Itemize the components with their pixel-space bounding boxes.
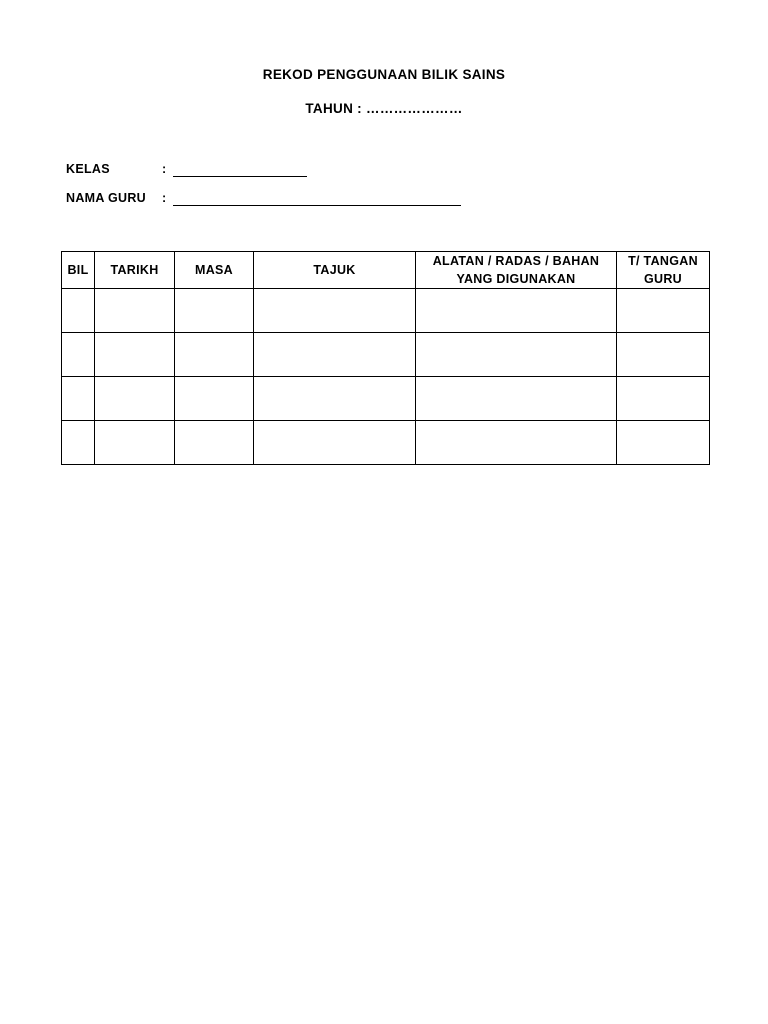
cell-masa[interactable] <box>175 289 254 333</box>
kelas-field <box>66 162 172 176</box>
year-line: TAHUN : ………………… <box>305 101 463 116</box>
header-tarikh: TARIKH <box>95 252 175 289</box>
cell-masa[interactable] <box>175 333 254 377</box>
cell-alatan[interactable] <box>416 333 617 377</box>
cell-tarikh[interactable] <box>95 377 175 421</box>
nama-guru-field <box>66 191 172 205</box>
kelas-label: KELAS <box>66 162 110 176</box>
cell-bil[interactable] <box>62 421 95 465</box>
cell-masa[interactable] <box>175 377 254 421</box>
kelas-blank-line[interactable] <box>173 176 307 177</box>
table-header-row <box>62 252 710 289</box>
cell-tarikh[interactable] <box>95 289 175 333</box>
cell-ttangan[interactable] <box>617 377 710 421</box>
nama-guru-blank-line[interactable] <box>173 205 461 206</box>
table-row <box>62 377 710 421</box>
cell-alatan[interactable] <box>416 377 617 421</box>
header-ttangan: T/ TANGAN GURU <box>617 252 710 289</box>
table-row <box>62 421 710 465</box>
cell-bil[interactable] <box>62 289 95 333</box>
cell-tarikh[interactable] <box>95 421 175 465</box>
header-bil: BIL <box>62 252 95 289</box>
cell-alatan[interactable] <box>416 421 617 465</box>
cell-ttangan[interactable] <box>617 289 710 333</box>
table-row <box>62 289 710 333</box>
header-tajuk: TAJUK <box>254 252 416 289</box>
cell-tajuk[interactable] <box>254 333 416 377</box>
cell-tajuk[interactable] <box>254 421 416 465</box>
table-row <box>62 333 710 377</box>
cell-ttangan[interactable] <box>617 421 710 465</box>
record-table <box>61 251 710 465</box>
cell-alatan[interactable] <box>416 289 617 333</box>
nama-guru-colon: : <box>162 191 167 205</box>
cell-masa[interactable] <box>175 421 254 465</box>
cell-bil[interactable] <box>62 377 95 421</box>
document-title: REKOD PENGGUNAAN BILIK SAINS <box>262 67 506 82</box>
cell-bil[interactable] <box>62 333 95 377</box>
cell-tajuk[interactable] <box>254 377 416 421</box>
cell-tarikh[interactable] <box>95 333 175 377</box>
kelas-colon: : <box>162 162 167 176</box>
header-alatan: ALATAN / RADAS / BAHAN YANG DIGUNAKAN <box>416 252 617 289</box>
cell-ttangan[interactable] <box>617 333 710 377</box>
header-masa: MASA <box>175 252 254 289</box>
cell-tajuk[interactable] <box>254 289 416 333</box>
nama-guru-label: NAMA GURU <box>66 191 147 205</box>
